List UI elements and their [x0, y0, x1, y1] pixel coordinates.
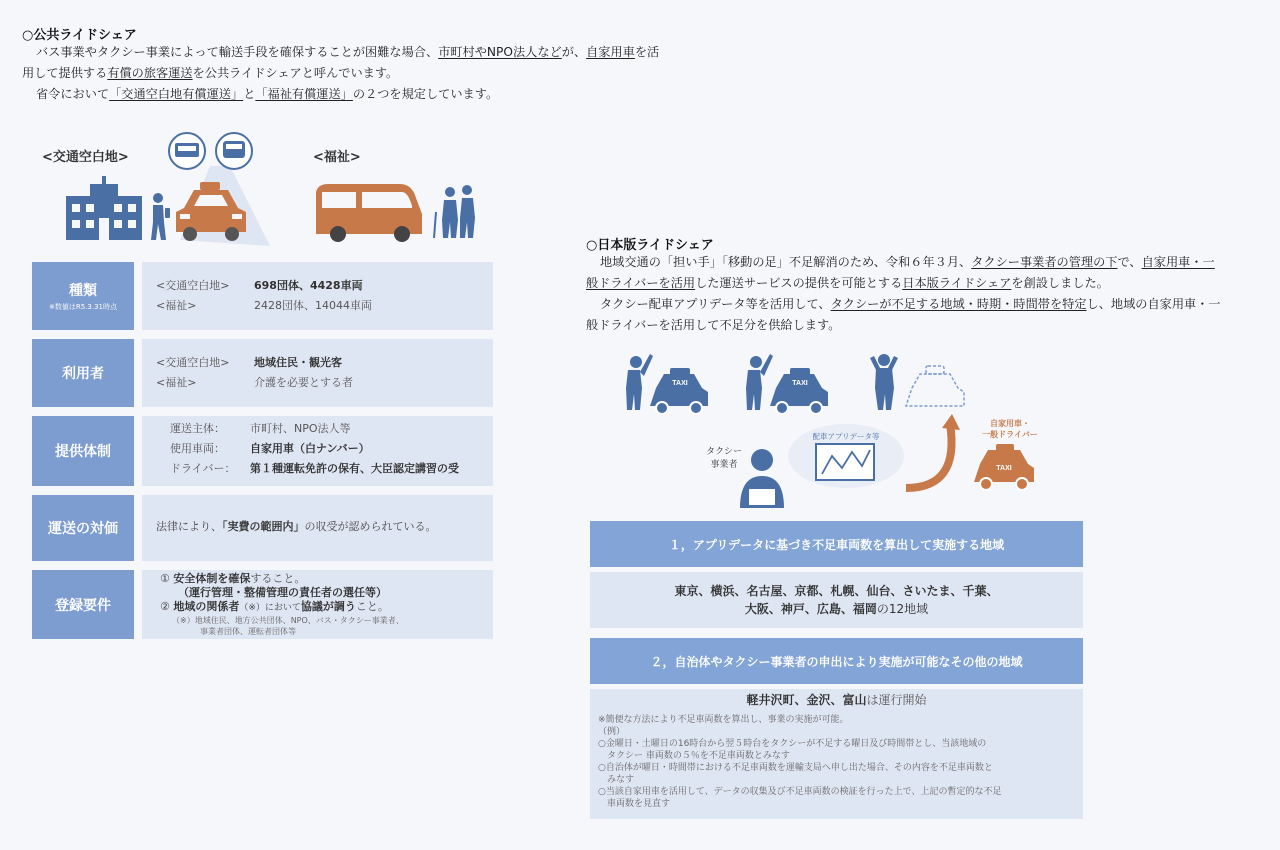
public-heading: ○公共ライドシェア [22, 28, 137, 43]
band-1-body: 東京、横浜、名古屋、京都、札幌、仙台、さいたま、千葉、 大阪、神戸、広島、福岡の12地域 [590, 572, 1083, 628]
operator-label: 事業者 [710, 460, 738, 470]
taxi-icon [650, 368, 708, 414]
note-line: （例） [598, 727, 626, 737]
town-hall-icon [66, 176, 142, 240]
walking-person-icon [151, 193, 170, 240]
category-label-transport-gap: <交通空白地> [42, 150, 129, 165]
rideshare-illustration [620, 348, 1060, 513]
elderly-people-icon [434, 185, 475, 238]
welfare-illustration [312, 178, 482, 243]
app-data-label: 配車アプリデータ等 [812, 432, 880, 441]
note-line: ○当該自家用車を活用して、データの収集及び不足車両数の検証を行った上で、上記の暫定的な不足 [598, 787, 1002, 797]
row-head-users: 利用者 [32, 339, 134, 407]
row-head-price: 運送の対価 [32, 495, 134, 561]
band-2-header: ２，自治体やタクシー事業者の申出により実施が可能なその他の地域 [590, 638, 1083, 684]
troubled-person-icon [870, 354, 898, 410]
welfare-van-icon [316, 184, 422, 242]
bus-bubble-icon [169, 133, 205, 169]
operator-label: タクシー [705, 447, 743, 457]
row-head-types: 種類 ※数値はR5.3.31時点 [32, 262, 134, 330]
taxi-sign-label: TAXI [672, 380, 688, 387]
operator-person-icon [740, 449, 784, 508]
row-body-system: 運送主体： 市町村、NPO法人等 使用車両： 自家用車（白ナンバー） ドライバー： 第１種運転免許の保有、大臣認定講習の受 [142, 416, 493, 486]
note-line: ※簡便な方法により不足車両数を算出し、事業の実施が可能。 [598, 715, 849, 725]
hailing-person-icon [746, 354, 773, 410]
row-body-price: 法律により、「実費の範囲内」の収受が認められている。 [142, 495, 493, 561]
note-line: タクシー 車両数の５％を不足車両数とみなす [598, 751, 790, 761]
row-body-types: <交通空白地> 698団体、4428車両 <福祉> 2428団体、14044車両 [142, 262, 493, 330]
private-driver-label: 自家用車・ [990, 419, 1030, 428]
private-driver-label: 一般ドライバー [982, 430, 1038, 439]
public-paragraph: バス事業やタクシー事業によって輸送手段を確保することが困難な場合、市町村やNPO法人などが、自家用車を活 用して提供する有償の旅客運送を公共ライドシェアと呼んでいます。 省令において「交通空白地有償運送」と「福祉有償運送」の２つを規定しています。 [22, 45, 660, 101]
row-body-users: <交通空白地> 地域住民・観光客 <福祉> 介護を必要とする者 [142, 339, 493, 407]
taxi-icon [770, 368, 828, 414]
row-head-system: 提供体制 [32, 416, 134, 486]
row-body-registration: ① 安全体制を確保すること。 （運行管理・整備管理の責任者の選任等） ② 地域の関係者（※）において協議が調うこと。 （※）地域住民、地方公共団体、NPO、バス・タクシー事業者、 事業者団体、運転者団体等 [142, 570, 493, 639]
missing-taxi-icon [906, 366, 964, 406]
taxi-sign-label: TAXI [996, 465, 1012, 472]
japan-paragraph: 地域交通の「担い手」「移動の足」不足解消のため、令和６年３月、タクシー事業者の管理の下で、自家用車・一 般ドライバーを活用した運送サービスの提供を可能とする日本版ライドシェアを創設しました。 タクシー配車アプリデータ等を活用して、タクシーが不足する地域・時期・時間帯を特定し、地域の自家用車・一 般ドライバーを活用して不足分を供給します。 [586, 255, 1221, 332]
note-line: ○自治体が曜日・時間帯における不足車両数を運輸支局へ申し出た場合、その内容を不足車両数と [598, 763, 993, 773]
transport-gap-illustration [60, 126, 275, 251]
note-line: 車両数を見直す [598, 799, 671, 809]
note-line: ○金曜日・土曜日の16時台から翌５時台をタクシーが不足する曜日及び時間帯とし、当該地域の [598, 739, 987, 749]
band-2-body: 軽井沢町、金沢、富山は運行開始 ※簡便な方法により不足車両数を算出し、事業の実施が可能。 （例） ○金曜日・土曜日の16時台から翌５時台をタクシーが不足する曜日及び時間帯とし、当該地域の タクシー 車両数の５％を不足車両数とみなす ○自治体が曜日・時間帯における不足車両数を運輸支局へ申し出た場合、その内容を不足車両数と みなす ○当該自家用車を活用して、データの収集及び不足車両数の検証を行った上で、上記の暫定的な不足 車両数を見直す [590, 689, 1083, 819]
category-label-welfare: <福祉> [313, 150, 361, 165]
taxi-sign-label: TAXI [792, 380, 808, 387]
private-car-taxi-icon [974, 444, 1034, 490]
band-1-header: １，アプリデータに基づき不足車両数を算出して実施する地域 [590, 521, 1083, 567]
supply-arrow-icon [942, 414, 960, 430]
japan-heading: ○日本版ライドシェア [586, 238, 714, 253]
train-bubble-icon [216, 133, 252, 169]
app-data-cloud-icon [788, 424, 904, 488]
note-line: みなす [598, 775, 635, 785]
hailing-person-icon [626, 354, 653, 410]
row-head-registration: 登録要件 [32, 570, 134, 639]
